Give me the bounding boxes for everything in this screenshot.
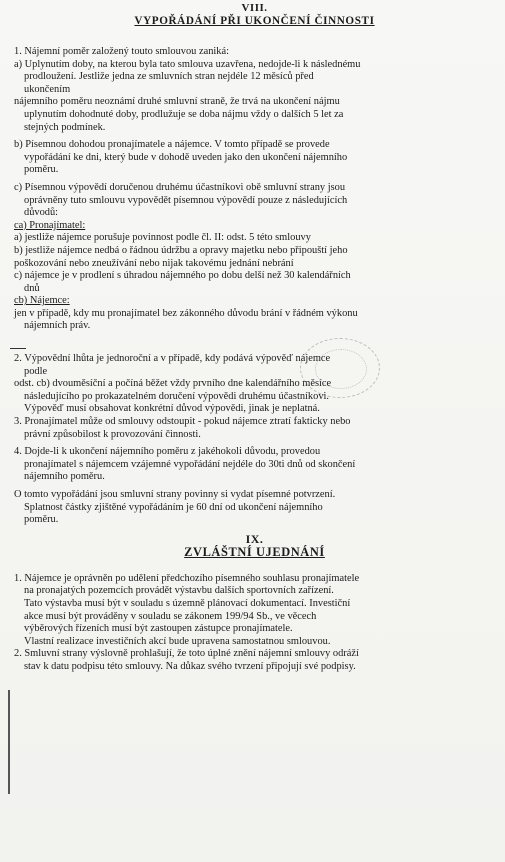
clause-8-confirmation: O tomto vypořádání jsou smluvní strany povinny si vydat písemné potvrzení. — [14, 489, 336, 500]
clause-8-1a-line: uplynutím dohodnuté doby, prodlužuje se doba nájmu vždy o dalších 5 let za — [24, 108, 344, 120]
faded-stamp — [300, 338, 380, 398]
clause-8-1b-line: poměru. — [24, 164, 59, 176]
clause-8-1a-line: nájemního poměru neoznámí druhé smluvní straně, že trvá na ukončení nájmu — [14, 96, 340, 108]
subheading-najemce: cb) Nájemce: — [14, 295, 70, 307]
clause-8-1c-line: důvodů: — [24, 207, 59, 219]
clause-8-1c: c) Písemnou výpovědí doručenou druhému účastníkovi obě smluvní strany jsou — [14, 181, 346, 193]
margin-dash — [10, 348, 26, 349]
clause-9-2: 2. Smluvní strany výslovně prohlašují, že toto úplné znění nájemní smlouvy odráží — [14, 648, 359, 660]
clause-ca-c-line: dnů — [24, 282, 40, 294]
clause-8-1a-line: stejných podmínek. — [24, 121, 106, 133]
section-9-number: IX. — [245, 531, 264, 546]
clause-8-1a-line: prodloužení. Jestliže jedna ze smluvních stran nejdéle 12 měsíců před — [24, 71, 314, 83]
clause-9-1-line: Tato výstavba musí být v souladu s územně plánovací dokumentací. Investiční — [24, 597, 351, 609]
clause-9-2-line: stav k datu podpisu této smlouvy. Na důkaz svého tvrzení připojují své podpisy. — [24, 660, 356, 672]
margin-bracket — [8, 690, 10, 794]
clause-8-2-line: následujícího po prokazatelném doručení výpovědi druhému účastníkovi. — [24, 390, 329, 402]
clause-8-confirmation-line: poměru. — [24, 514, 59, 526]
section-9-title: ZVLÁŠTNÍ UJEDNÁNÍ — [184, 544, 325, 559]
section-8-number: VIII. — [241, 2, 268, 14]
clause-8-2-line: Výpověď musí obsahovat konkrétní důvod výpovědi, jinak je neplatná. — [24, 403, 320, 415]
clause-8-1a-line: ukončením — [24, 83, 71, 95]
clause-ca-c: c) nájemce je v prodlení s úhradou nájemného po dobu delší než 30 kalendářních — [14, 270, 351, 282]
faded-stamp-inner — [315, 349, 367, 389]
clause-8-1b: b) Písemnou dohodou pronajímatele a nájemce. V tomto případě se provede — [14, 139, 330, 151]
clause-8-confirmation-line: Splatnost částky zjištěné vypořádáním je 60 dní od ukončení nájemního — [24, 501, 323, 513]
clause-8-1a: a) Uplynutím doby, na kterou byla tato smlouva uzavřena, nedojde-li k následnému — [14, 58, 361, 70]
clause-9-1-line: akce musí být prováděny v souladu se zákonem 199/94 Sb., ve věcech — [24, 610, 317, 622]
clause-8-2-line: podle — [24, 365, 48, 377]
clause-9-1-line: na pronajatých pozemcích provádět výstavbu dalších sportovních zařízení. — [24, 585, 334, 597]
clause-8-3: 3. Pronajímatel může od smlouvy odstoupit - pokud nájemce ztratí fakticky nebo — [14, 416, 351, 428]
clause-8-3-line: právní způsobilost k provozování činnosti. — [24, 428, 201, 440]
clause-ca-b: b) jestliže nájemce nedbá o řádnou údržbu a opravy majetku nebo připouští jeho — [14, 244, 348, 256]
clause-8-4: 4. Dojde-li k ukončení nájemního poměru z jakéhokoli důvodu, provedou — [14, 446, 321, 458]
clause-8-1: 1. Nájemní poměr založený touto smlouvou zaniká: — [14, 46, 229, 57]
clause-ca-b-line: poškozování nebo zneužívání nebo nijak takovému jednání nebrání — [14, 257, 294, 269]
clause-cb-line: nájemních práv. — [24, 320, 91, 332]
clause-9-1: 1. Nájemce je oprávněn po udělení předchozího písemného souhlasu pronajímatele — [14, 572, 360, 584]
clause-ca-a: a) jestliže nájemce porušuje povinnost podle čl. II: odst. 5 této smlouvy — [14, 232, 311, 244]
clause-8-1c-line: oprávněny tuto smlouvu vypovědět písemnou výpovědí pouze z následujících — [24, 194, 348, 206]
section-8-title: VYPOŘÁDÁNÍ PŘI UKONČENÍ ČINNOSTI — [134, 15, 375, 27]
subheading-pronajimatel: ca) Pronajímatel: — [14, 219, 86, 231]
clause-8-1b-line: vypořádání ke dni, který bude v dohodě uveden jako den ukončení nájemního — [24, 151, 348, 163]
clause-8-4-line: pronajímatel s nájemcem vzájemné vypořádání nejdéle do 30ti dnů od skončení — [24, 458, 356, 470]
clause-8-2-line: odst. cb) dvouměsíční a počíná běžet vždy prvního dne kalendářního měsíce — [14, 378, 332, 390]
clause-cb: jen v případě, kdy mu pronajímatel bez zákonného důvodu brání v řádném výkonu — [14, 307, 358, 319]
clause-9-1-line: Vlastní realizace investičních akcí bude upravena samostatnou smlouvou. — [24, 635, 331, 647]
clause-9-1-line: výběrových řízeních musí být zastoupen zástupce pronajímatele. — [24, 623, 293, 635]
clause-8-4-line: nájemního poměru. — [24, 471, 105, 483]
clause-8-2: 2. Výpovědní lhůta je jednoroční a v případě, kdy podává výpověď nájemce — [14, 353, 331, 365]
